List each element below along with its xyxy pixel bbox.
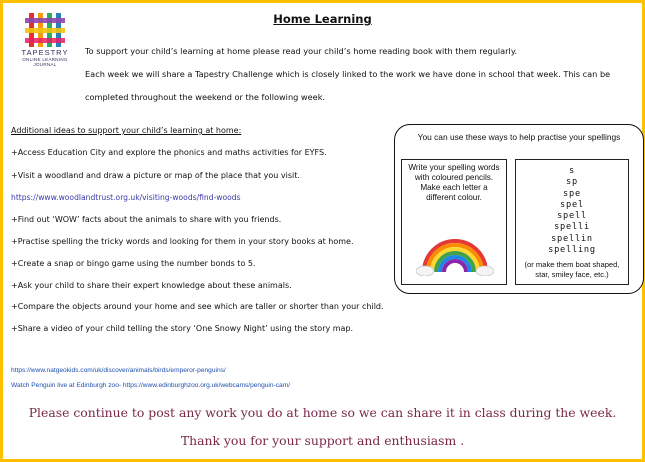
logo-name: TAPESTRY xyxy=(21,48,69,57)
spelling-panel-title: You can use these ways to help practise your spellings xyxy=(417,132,621,142)
closing-line-1: Please continue to post any work you do at home so we can share it in class during the week. xyxy=(28,405,617,420)
logo-tagline-1: ONLINE LEARNING xyxy=(22,57,68,62)
idea-item: +Access Education City and explore the phonics and maths activities for EYFS. xyxy=(11,148,327,157)
spelling-panel xyxy=(394,124,644,294)
intro-text xyxy=(85,40,635,109)
penguin-cam-link[interactable]: Watch Penguin live at Edinburgh zoo- https://www.edinburghzoo.org.uk/webcams/penguin-cam/ xyxy=(11,382,291,389)
spelling-step: spelling xyxy=(548,245,596,256)
idea-item: +Find out ‘WOW’ facts about the animals to share with you friends. xyxy=(11,215,282,224)
spelling-pyramid-card xyxy=(515,159,629,285)
page-title: Home Learning xyxy=(273,12,372,26)
intro-paragraph-1: To support your child’s learning at home please read your child’s home reading book with them regularly. xyxy=(85,46,518,56)
idea-item: +Share a video of your child telling the story ‘One Snowy Night’ using the story map. xyxy=(11,324,354,333)
spelling-word-list xyxy=(516,166,628,256)
spelling-step: spell xyxy=(557,211,587,222)
spelling-step: spe xyxy=(563,188,581,199)
idea-item: +Compare the objects around your home and see which are taller or shorter than your child. xyxy=(11,302,384,311)
closing-line-2: Thank you for your support and enthusiasm . xyxy=(180,433,465,448)
spelling-step: spel xyxy=(560,199,584,210)
intro-paragraph-2: Each week we will share a Tapestry Challenge which is closely linked to the work we have done in school that week. This can be completed throughout the weekend or the following week. xyxy=(85,69,611,102)
spelling-step: sp xyxy=(566,177,578,188)
rainbow-icon xyxy=(416,232,494,276)
coloured-pencils-text: Write your spelling words with coloured pencils. Make each letter a different colour. xyxy=(408,163,500,202)
idea-item: +Create a snap or bingo game using the number bonds to 5. xyxy=(11,259,256,268)
spelling-step: spelli xyxy=(554,222,590,233)
coloured-pencils-card xyxy=(401,159,507,285)
idea-item: +Practise spelling the tricky words and looking for them in your story books at home. xyxy=(11,237,354,246)
spelling-note: (or make them boat shaped, star, smiley face, etc.) xyxy=(524,260,620,279)
idea-item: +Visit a woodland and draw a picture or map of the place that you visit. xyxy=(11,171,300,180)
spelling-step: s xyxy=(569,166,575,176)
natgeokids-link[interactable]: https://www.natgeokids.com/uk/discover/animals/birds/emperor-penguins/ xyxy=(11,367,226,374)
spelling-step: spellin xyxy=(551,233,593,244)
woodland-trust-link[interactable]: https://www.woodlandtrust.org.uk/visiting-woods/find-woods xyxy=(11,193,241,202)
logo-tagline-2: JOURNAL xyxy=(33,62,57,67)
idea-item: +Ask your child to share their expert knowledge about these animals. xyxy=(11,281,292,290)
ideas-heading: Additional ideas to support your child’s learning at home: xyxy=(11,126,242,135)
